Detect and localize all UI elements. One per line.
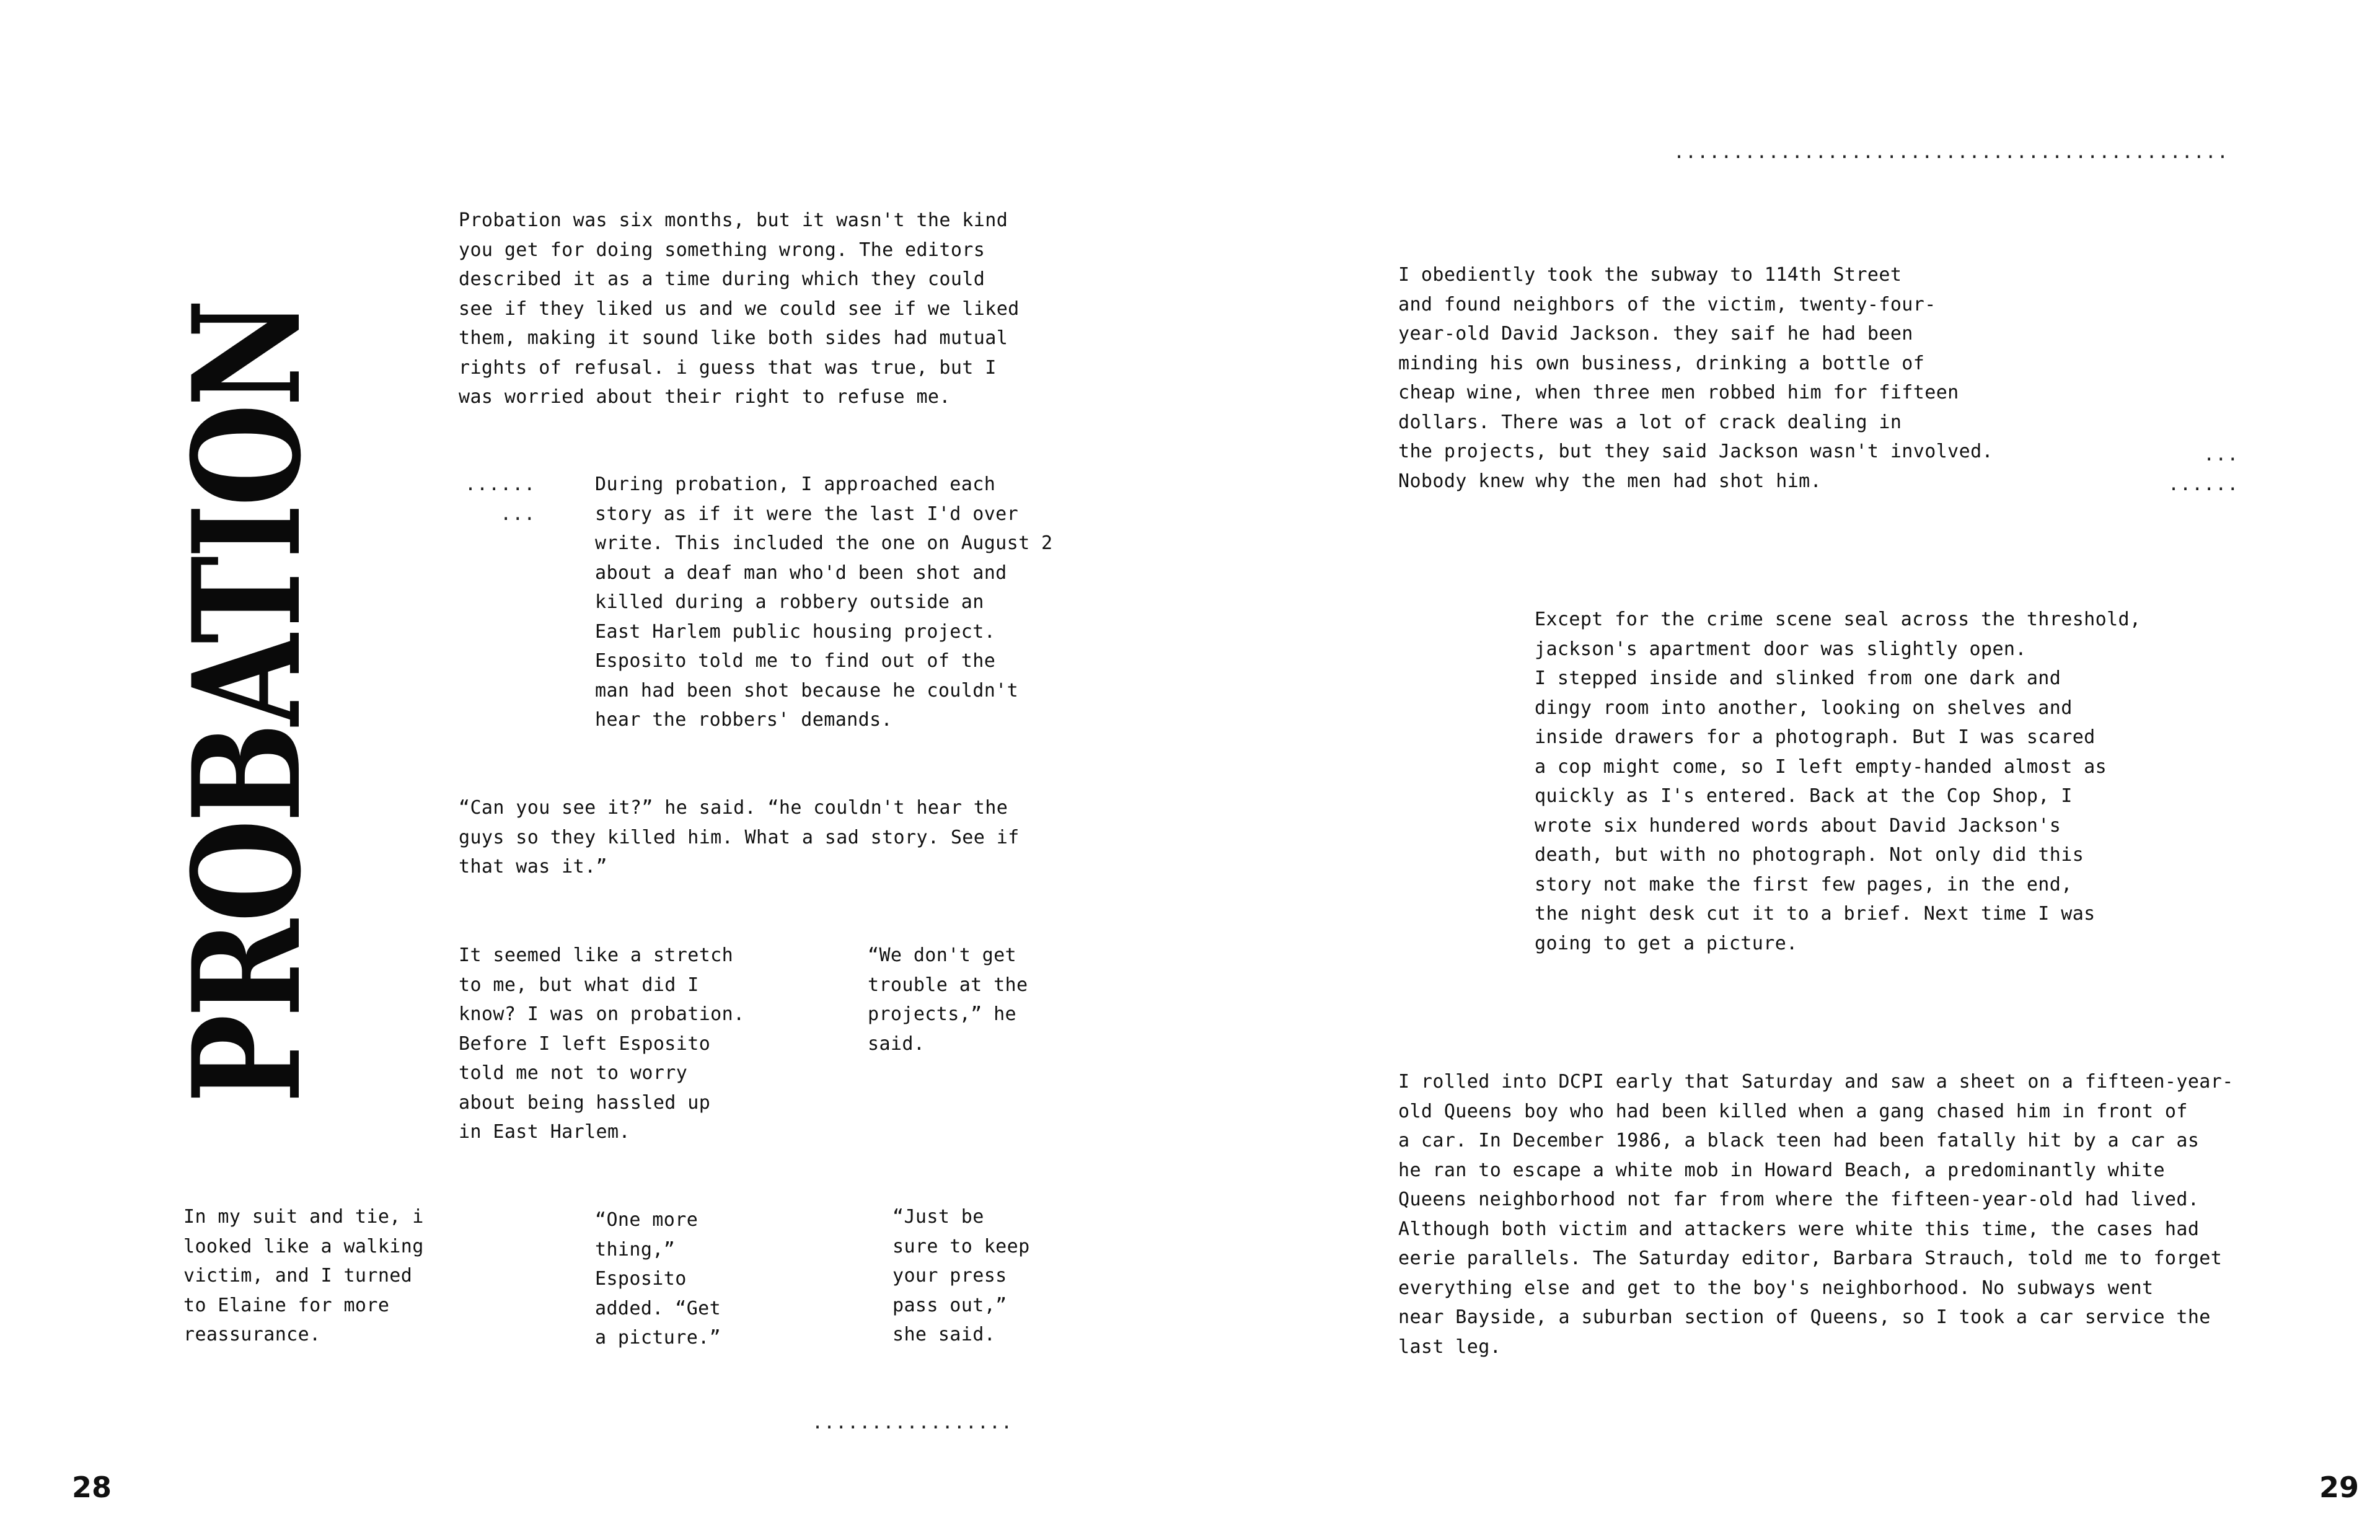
page-number-left: 28 [72, 1471, 112, 1504]
side-dots-left: ...... ... [465, 473, 536, 525]
top-dots-right: ............................................... [1673, 141, 2229, 163]
trouble-quote: “We don't get trouble at the projects,” he said. [868, 944, 1028, 1055]
side-dots-right: ... ...... [2168, 444, 2239, 495]
chapter-title: PROBATION [161, 302, 334, 1103]
one-more-quote: “One more thing,” Esposito added. “Get a picture.” [595, 1209, 721, 1349]
story-paragraph: During probation, I approached each story as if it were the last I'd over write. This included the one on August 2 about a deaf man who'd been shot and killed during a robbery outside an East Harlem public housing project. Esposito told me to find out of the man had been shot because he couldn't hear the robbers' demands. [595, 473, 1053, 731]
quote-paragraph: “Can you see it?” he said. “he couldn't hear the guys so they killed him. What a sad story. See if that was it.” [459, 797, 1020, 878]
bottom-dots-left: ................. [812, 1412, 1013, 1433]
press-pass-quote: “Just be sure to keep your press pass out,” she said. [892, 1206, 1030, 1345]
intro-paragraph: Probation was six months, but it wasn't the kind you get for doing something wrong. The editors described it as a time during which they could see if they liked us and we could see if we liked them, making it sound like both sides had mutual rights of refusal. i guess that was true, but I was worried about their right to refuse me. [459, 209, 1020, 408]
crime-scene-paragraph: Except for the crime scene seal across the threshold, jackson's apartment door was slightly open. I stepped inside and slinked from one dark and dingy room into another, looking on shelves and inside drawers for a photograph. But I was scared a cop might come, so I left empty-handed almost as quickly as I's entered. Back at the Cop Shop, I wrote six hundered words about David Jackson's death, but with no photograph. Not only did this story not make the first few pages, in the end, the night desk cut it to a brief. Next time I was going to get a picture. [1535, 609, 2141, 954]
page-number-right: 29 [2319, 1471, 2360, 1504]
chapter-title-container [161, 205, 334, 1103]
dcpi-paragraph: I rolled into DCPI early that Saturday and saw a sheet on a fifteen-year- old Queens boy who had been killed when a gang chased him in front of a car. In December 1986, a black teen had been fatally hit by a car as he ran to escape a white mob in Howard Beach, a predominantly white Queens neighborhood not far from where the fifteen-year-old had lived. Although both victim and attackers were white this time, the cases had eerie parallels. The Saturday editor, Barbara Strauch, told me to forget everything else and get to the boy's neighborhood. No subways went near Bayside, a suburban section of Queens, so I took a car service the last leg. [1398, 1071, 2234, 1358]
suit-paragraph: In my suit and tie, i looked like a walking victim, and I turned to Elaine for more reassurance. [183, 1206, 424, 1345]
subway-paragraph: I obediently took the subway to 114th Street and found neighbors of the victim, twenty-four- year-old David Jackson. they saif he had been minding his own business, drinking a bottle of cheap wine, when three men robbed him for fifteen dollars. There was a lot of crack dealing in the projects, but they said Jackson wasn't involved. Nobody knew why the men had shot him. [1398, 264, 1993, 492]
stretch-paragraph: It seemed like a stretch to me, but what did I know? I was on probation. Before I left Esposito told me not to worry about being hassled up in East Harlem. [459, 944, 745, 1143]
